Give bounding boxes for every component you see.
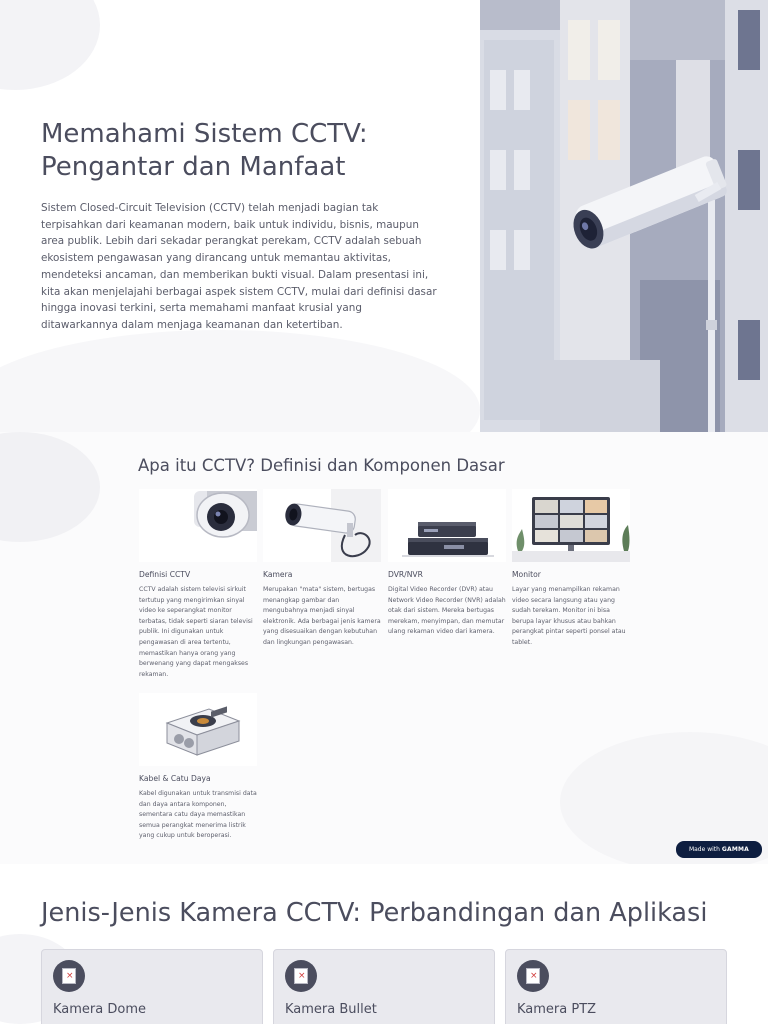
made-with-gamma-badge[interactable] <box>676 841 762 858</box>
component-card <box>263 489 381 649</box>
component-image <box>139 693 257 766</box>
badge-brand: GAMMA <box>721 846 750 853</box>
slide-definition <box>0 432 768 864</box>
section-title: Jenis-Jenis Kamera CCTV: Perbandingan dan Aplikasi <box>41 898 708 928</box>
dvr-nvr-image <box>388 489 506 562</box>
background-blob <box>0 0 100 90</box>
camera-type-label: Kamera Bullet <box>285 1002 377 1017</box>
bullet-camera-image <box>263 489 381 562</box>
power-supply-image <box>139 693 257 766</box>
camera-type-card <box>41 949 263 1024</box>
camera-type-label: Kamera PTZ <box>517 1002 597 1017</box>
component-title: Kabel & Catu Daya <box>139 774 211 783</box>
camera-type-card <box>273 949 495 1024</box>
component-image <box>388 489 506 562</box>
background-blob <box>0 432 100 542</box>
page-title: Memahami Sistem CCTV: Pengantar dan Manfaat <box>41 119 368 182</box>
component-card <box>512 489 630 649</box>
component-description: Kabel digunakan untuk transmisi data dan daya antara komponen, sementara catu daya memastikan semua perangkat menerima listrik yang cukup untuk beroperasi. <box>139 790 257 840</box>
component-title: Definisi CCTV <box>139 570 191 579</box>
section-title: Apa itu CCTV? Definisi dan Komponen Dasar <box>138 456 505 475</box>
camera-type-card <box>505 949 727 1024</box>
camera-type-label: Kamera Dome <box>53 1002 146 1017</box>
component-description: CCTV adalah sistem televisi sirkuit tertutup yang mengirimkan sinyal video ke seperangkat monitor terbatas, tidak seperti siaran televisi publik. Ini digunakan untuk pengawasan di area tertentu, memastikan hanya orang yang berwenang yang dapat mengakses rekaman. <box>139 586 253 678</box>
component-image <box>512 489 630 562</box>
badge-prefix: Made with <box>688 846 720 853</box>
broken-image-icon <box>517 960 549 992</box>
component-description: Digital Video Recorder (DVR) atau Network Video Recorder (NVR) adalah otak dari sistem. Mereka bertugas merekam, menyimpan, dan memutar ulang rekaman video dari kamera. <box>388 586 506 636</box>
component-description: Layar yang menampilkan rekaman video secara langsung atau yang sudah terekam. Monitor ini bisa berupa layar khusus atau bahkan perangkat pintar seperti ponsel atau tablet. <box>512 586 626 646</box>
broken-image-icon <box>53 960 85 992</box>
slide-intro <box>0 0 768 432</box>
monitor-image <box>512 489 630 562</box>
broken-image-icon <box>285 960 317 992</box>
component-title: DVR/NVR <box>388 570 423 579</box>
intro-paragraph: Sistem Closed-Circuit Television (CCTV) telah menjadi bagian tak terpisahkan dari keamanan modern, baik untuk individu, bisnis, maupun area publik. Lebih dari sekadar perangkat perekam, CCTV adalah sebuah ekosistem pengawasan yang dirancang untuk memantau aktivitas, mendeteksi ancaman, dan memberikan bukti visual. Dalam presentasi ini, kita akan menjelajahi berbagai aspek sistem CCTV, mulai dari definisi dasar hingga inovasi terkini, serta memahami manfaat krusial yang ditawarkannya dalam menjaga keamanan dan ketertiban. <box>41 202 437 331</box>
component-card <box>388 489 506 638</box>
background-blob <box>0 330 480 432</box>
dome-camera-image <box>139 489 257 562</box>
cctv-city-illustration <box>480 0 768 432</box>
component-card <box>139 489 257 680</box>
slide-camera-types <box>0 864 768 1024</box>
hero-image <box>480 0 768 432</box>
component-title: Monitor <box>512 570 541 579</box>
component-card <box>139 693 257 842</box>
component-title: Kamera <box>263 570 293 579</box>
component-image <box>139 489 257 562</box>
component-description: Merupakan "mata" sistem, bertugas menangkap gambar dan mengubahnya menjadi sinyal elektronik. Ada berbagai jenis kamera yang disesuaikan dengan kebutuhan dan lingkungan pengawasan. <box>263 586 381 646</box>
component-image <box>263 489 381 562</box>
